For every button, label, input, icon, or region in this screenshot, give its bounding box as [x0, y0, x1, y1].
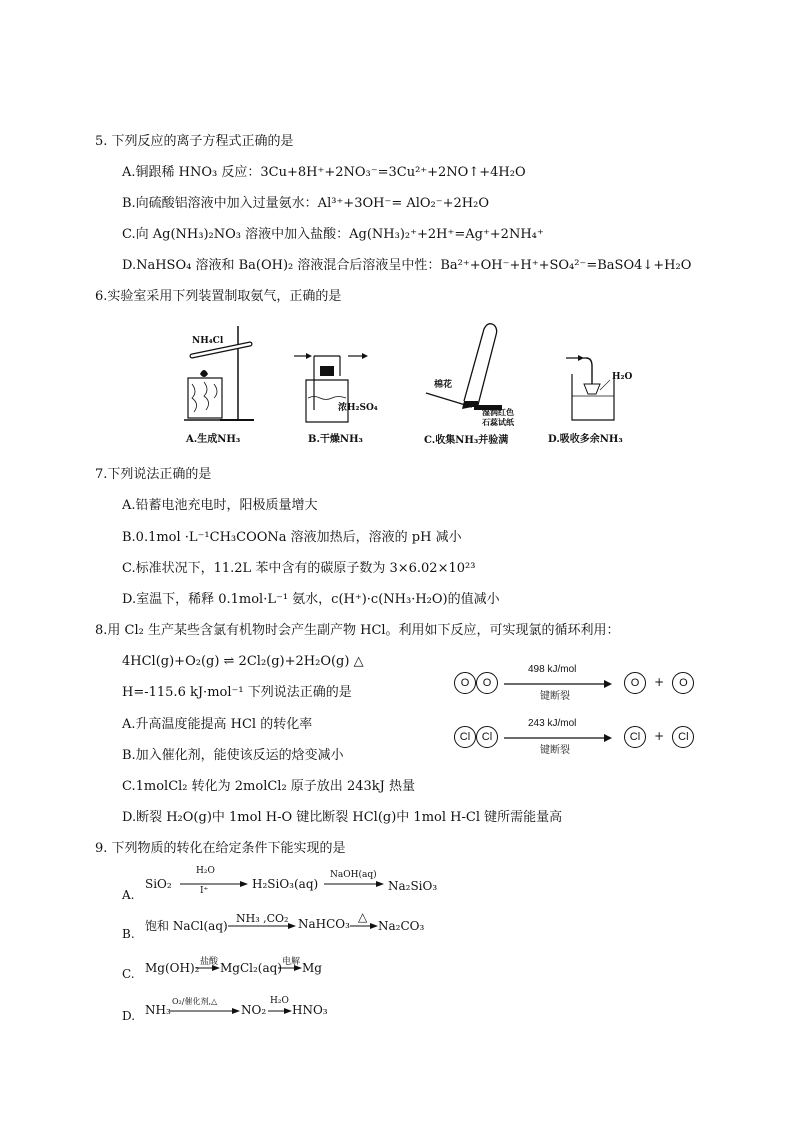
q8-option-a: A.升高温度能提高 HCl 的转化率 [122, 717, 313, 732]
condition: 盐酸 [200, 957, 219, 967]
cotton-label: 棉花 [434, 380, 453, 390]
condition: H₂O [270, 996, 289, 1006]
q7-option-d: D.室温下，稀释 0.1mol·L⁻¹ 氨水，c(H⁺)·c(NH₃·H₂O)的值减小 [122, 592, 500, 607]
condition: 电解 [282, 957, 301, 967]
h2so4-label: 浓H₂SO₄ [338, 403, 378, 413]
apparatus-b-figure [290, 348, 390, 448]
arrow-icon [350, 922, 380, 930]
q5-option-a: A.铜跟稀 HNO₃ 反应：3Cu+8H⁺+2NO₃⁻=3Cu²⁺+2NO↑+4H₂O [122, 165, 526, 180]
arrow-icon [324, 880, 386, 888]
q9-stem: 9. 下列物质的转化在给定条件下能实现的是 [95, 841, 346, 856]
cl-atoms-products [624, 726, 694, 748]
litmus-label-2: 石蕊试纸 [482, 417, 514, 427]
cl-atom: Cl [624, 726, 646, 748]
species: Mg(OH)₂ [145, 961, 200, 975]
arrow-icon [196, 964, 222, 972]
q8-enthalpy: H=-115.6 kJ·mol⁻¹ 下列说法正确的是 [122, 685, 352, 700]
q5-stem: 5. 下列反应的离子方程式正确的是 [95, 134, 294, 149]
species: Na₂SiO₃ [388, 879, 438, 893]
cl-break-label: 键断裂 [540, 745, 570, 756]
cl-atom: Cl [454, 726, 476, 748]
plus-sign: + [654, 729, 665, 743]
q8-equation: 4HCl(g)+O₂(g) ⇌ 2Cl₂(g)+2H₂O(g) △ [122, 654, 364, 669]
species: H₂SiO₃(aq) [252, 877, 319, 891]
species: Na₂CO₃ [378, 919, 425, 933]
species: MgCl₂(aq) [220, 961, 282, 975]
q8-option-d: D.断裂 H₂O(g)中 1mol H-O 键比断裂 HCl(g)中 1mol H-Cl 键所需能量高 [122, 810, 563, 825]
q8-stem: 8.用 Cl₂ 生产某些含氯有机物时会产生副产物 HCl。利用如下反应，可实现氯的循环利用： [95, 623, 620, 638]
condition: I⁺ [200, 886, 209, 896]
arrow-icon [268, 1007, 294, 1015]
arrow-icon [278, 964, 304, 972]
nh4cl-label: NH₄Cl [192, 336, 224, 346]
arrow-icon [170, 1007, 242, 1015]
absorption-beaker-icon [548, 350, 628, 422]
cl-atom: Cl [672, 726, 694, 748]
condition: NH₃ ,CO₂ [236, 912, 289, 925]
o-atoms-products [624, 672, 694, 694]
cl-atom: Cl [476, 726, 498, 748]
q8-option-c: C.1molCl₂ 转化为 2molCl₂ 原子放出 243kJ 热量 [122, 779, 415, 794]
condition: H₂O [196, 866, 215, 876]
caption-c: C.收集NH₃并验满 [424, 435, 509, 446]
species: HNO₃ [292, 1003, 328, 1017]
q6-stem: 6.实验室采用下列装置制取氨气，正确的是 [95, 289, 342, 304]
species: Mg [302, 961, 322, 975]
bond-energy-diagram [450, 660, 700, 760]
option-label: C. [122, 967, 135, 981]
cl-bond-energy: 243 kJ/mol [528, 718, 577, 729]
species: SiO₂ [145, 877, 172, 891]
condition: △ [358, 910, 368, 924]
species: NO₂ [241, 1003, 267, 1017]
apparatus-c-figure [420, 315, 530, 448]
apparatus-a-figure [180, 318, 260, 448]
gas-washing-bottle-icon [290, 348, 390, 428]
condition: O₂/催化剂,△ [172, 997, 218, 1006]
q7-stem: 7.下列说法正确的是 [95, 467, 212, 482]
q7-option-a: A.铅蓄电池充电时，阳极质量增大 [122, 498, 318, 513]
species: NaHCO₃ [298, 917, 350, 931]
plus-sign: + [654, 675, 665, 689]
apparatus-d-figure [548, 350, 658, 448]
cl2-molecule [454, 726, 498, 748]
species: NH₃ [145, 1003, 171, 1017]
q5-option-b: B.向硫酸铝溶液中加入过量氨水：Al³⁺+3OH⁻= AlO₂⁻+2H₂O [122, 196, 489, 211]
q8-option-b: B.加入催化剂，能使该反运的焓变减小 [122, 748, 344, 763]
caption-b: B.干燥NH₃ [308, 434, 363, 445]
o-atom: O [624, 672, 646, 694]
option-label: A. [122, 888, 135, 902]
arrow-icon [228, 922, 298, 930]
o-break-label: 键断裂 [540, 691, 570, 702]
o-atom: O [476, 672, 498, 694]
litmus-label-1: 湿润红色 [482, 407, 514, 417]
o-atom: O [672, 672, 694, 694]
o2-molecule [454, 672, 498, 694]
water-label: H₂O [612, 372, 633, 382]
o-bond-energy: 498 kJ/mol [528, 664, 577, 675]
q7-option-b: B.0.1mol ·L⁻¹CH₃COONa 溶液加热后，溶液的 pH 减小 [122, 530, 462, 545]
caption-a: A.生成NH₃ [186, 434, 241, 445]
option-label: D. [122, 1009, 136, 1023]
arrow-icon [180, 880, 250, 888]
heating-apparatus-icon [180, 318, 260, 428]
o-atom: O [454, 672, 476, 694]
q5-option-d: D.NaHSO₄ 溶液和 Ba(OH)₂ 溶液混合后溶液呈中性：Ba²⁺+OH⁻+H⁺+SO₄²⁻=BaSO4↓+H₂O [122, 258, 692, 273]
caption-d: D.吸收多余NH₃ [548, 434, 623, 445]
option-label: B. [122, 927, 135, 941]
condition: NaOH(aq) [330, 870, 377, 880]
species: 饱和 NaCl(aq) [145, 919, 228, 933]
q7-option-c: C.标准状况下，11.2L 苯中含有的碳原子数为 3×6.02×10²³ [122, 561, 476, 576]
q5-option-c: C.向 Ag(NH₃)₂NO₃ 溶液中加入盐酸：Ag(NH₃)₂⁺+2H⁺=Ag⁺+2NH₄⁺ [122, 227, 544, 242]
